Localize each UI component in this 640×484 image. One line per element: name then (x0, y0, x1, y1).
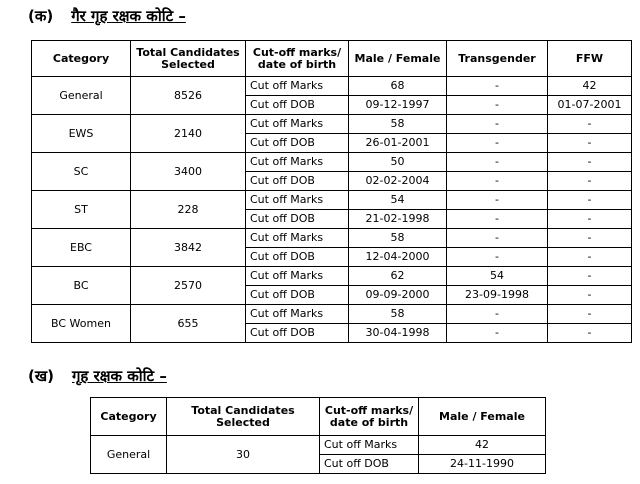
ffw-dob: - (548, 324, 632, 343)
section-b-title: गृह रक्षक कोटि – (71, 367, 167, 385)
transgender-dob: - (447, 248, 548, 267)
table-row-marks (91, 436, 546, 455)
header-total-selected: Total Candidates Selected (167, 398, 320, 436)
total-selected-cell: 30 (167, 436, 320, 474)
table-row-marks (32, 305, 632, 324)
male-female-marks: 58 (349, 305, 447, 324)
total-selected-cell: 228 (131, 191, 246, 229)
table-row-marks (32, 191, 632, 210)
cutoff-dob-label: Cut off DOB (246, 286, 349, 305)
header-category: Category (32, 41, 131, 77)
header-male-female: Male / Female (349, 41, 447, 77)
category-cell: EWS (32, 115, 131, 153)
category-cell: General (91, 436, 167, 474)
header-cutoff: Cut-off marks/ date of birth (246, 41, 349, 77)
ffw-marks: - (548, 115, 632, 134)
section-b-table (90, 397, 546, 474)
cutoff-marks-label: Cut off Marks (246, 77, 349, 96)
transgender-dob: - (447, 96, 548, 115)
ffw-dob: - (548, 172, 632, 191)
cutoff-marks-label: Cut off Marks (246, 153, 349, 172)
ffw-marks: - (548, 267, 632, 286)
male-female-marks: 68 (349, 77, 447, 96)
header-cutoff: Cut-off marks/ date of birth (320, 398, 419, 436)
category-cell: BC Women (32, 305, 131, 343)
cutoff-dob-label: Cut off DOB (246, 324, 349, 343)
male-female-dob: 02-02-2004 (349, 172, 447, 191)
male-female-marks: 54 (349, 191, 447, 210)
total-selected-cell: 3400 (131, 153, 246, 191)
total-selected-cell: 2140 (131, 115, 246, 153)
transgender-dob: 23-09-1998 (447, 286, 548, 305)
male-female-marks: 50 (349, 153, 447, 172)
male-female-marks: 62 (349, 267, 447, 286)
transgender-dob: - (447, 324, 548, 343)
transgender-marks: - (447, 153, 548, 172)
total-selected-cell: 8526 (131, 77, 246, 115)
cutoff-marks-label: Cut off Marks (246, 191, 349, 210)
header-ffw: FFW (548, 41, 632, 77)
transgender-dob: - (447, 172, 548, 191)
male-female-dob: 30-04-1998 (349, 324, 447, 343)
male-female-dob: 26-01-2001 (349, 134, 447, 153)
cutoff-dob-label: Cut off DOB (246, 96, 349, 115)
ffw-dob: - (548, 134, 632, 153)
table-row-marks (32, 229, 632, 248)
ffw-marks: - (548, 305, 632, 324)
table-row-marks (32, 153, 632, 172)
cutoff-marks-label: Cut off Marks (320, 436, 419, 455)
ffw-dob: - (548, 210, 632, 229)
male-female-marks: 58 (349, 229, 447, 248)
ffw-dob: 01-07-2001 (548, 96, 632, 115)
ffw-marks: - (548, 229, 632, 248)
transgender-marks: 54 (447, 267, 548, 286)
transgender-marks: - (447, 77, 548, 96)
transgender-marks: - (447, 229, 548, 248)
cutoff-marks-label: Cut off Marks (246, 115, 349, 134)
cutoff-dob-label: Cut off DOB (246, 210, 349, 229)
cutoff-dob-label: Cut off DOB (246, 134, 349, 153)
transgender-marks: - (447, 115, 548, 134)
header-category: Category (91, 398, 167, 436)
category-cell: BC (32, 267, 131, 305)
table-row-marks (32, 267, 632, 286)
transgender-dob: - (447, 210, 548, 229)
transgender-marks: - (447, 305, 548, 324)
ffw-marks: - (548, 153, 632, 172)
section-b-heading (28, 366, 167, 386)
ffw-marks: 42 (548, 77, 632, 96)
header-male-female: Male / Female (419, 398, 546, 436)
transgender-marks: - (447, 191, 548, 210)
cropped-text-fragment (355, 0, 555, 3)
cutoff-dob-label: Cut off DOB (246, 248, 349, 267)
male-female-marks: 42 (419, 436, 546, 455)
header-total-selected: Total Candidates Selected (131, 41, 246, 77)
total-selected-cell: 655 (131, 305, 246, 343)
category-cell: SC (32, 153, 131, 191)
table-header-row (91, 398, 546, 436)
male-female-marks: 58 (349, 115, 447, 134)
header-transgender: Transgender (447, 41, 548, 77)
total-selected-cell: 2570 (131, 267, 246, 305)
category-cell: General (32, 77, 131, 115)
cutoff-marks-label: Cut off Marks (246, 229, 349, 248)
section-a-table (31, 40, 632, 343)
ffw-marks: - (548, 191, 632, 210)
section-a-heading (28, 6, 186, 26)
category-cell: ST (32, 191, 131, 229)
male-female-dob: 12-04-2000 (349, 248, 447, 267)
male-female-dob: 09-09-2000 (349, 286, 447, 305)
male-female-dob: 24-11-1990 (419, 455, 546, 474)
category-cell: EBC (32, 229, 131, 267)
transgender-dob: - (447, 134, 548, 153)
table-row-marks (32, 115, 632, 134)
section-b-marker: (ख) (28, 367, 54, 385)
table-row-marks (32, 77, 632, 96)
cutoff-marks-label: Cut off Marks (246, 267, 349, 286)
section-a-marker: (क) (28, 7, 54, 25)
cutoff-marks-label: Cut off Marks (246, 305, 349, 324)
table-header-row (32, 41, 632, 77)
section-a-title: गैर गृह रक्षक कोटि – (71, 7, 186, 25)
total-selected-cell: 3842 (131, 229, 246, 267)
ffw-dob: - (548, 248, 632, 267)
male-female-dob: 21-02-1998 (349, 210, 447, 229)
male-female-dob: 09-12-1997 (349, 96, 447, 115)
cutoff-dob-label: Cut off DOB (246, 172, 349, 191)
ffw-dob: - (548, 286, 632, 305)
cutoff-dob-label: Cut off DOB (320, 455, 419, 474)
